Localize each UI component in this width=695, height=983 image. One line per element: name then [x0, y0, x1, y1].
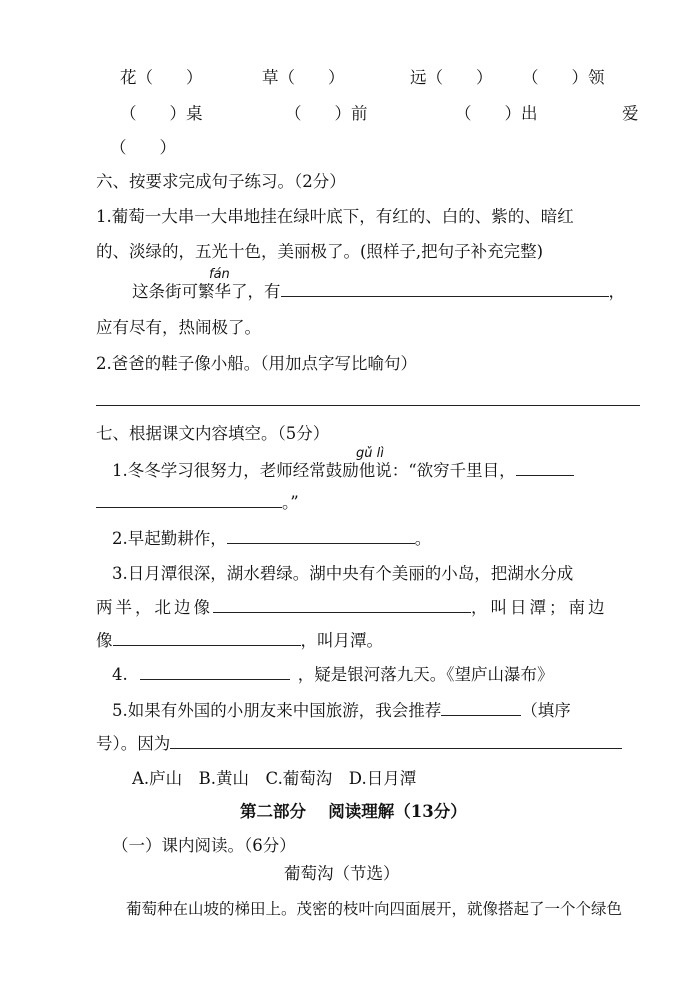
s7-q3-post2: ，叫月潭。 — [300, 631, 383, 650]
s7-q1-blank-b[interactable] — [96, 493, 282, 508]
s7-q2-post: 。 — [414, 529, 432, 548]
s6-q2-answer-line[interactable] — [96, 405, 640, 406]
word-blank-8-char: 爱 — [622, 104, 639, 123]
s6-q1-line2: 的、淡绿的，五光十色，美丽极了。(照样子,把句子补充完整) — [96, 242, 544, 261]
word-blank-6[interactable]: （ ）前 — [285, 104, 368, 123]
s7-q3-post: ，叫日潭；南边 — [471, 598, 608, 617]
s6-q1-line1: 1.葡萄一大串一大串地挂在绿叶底下，有红的、白的、紫的、暗红 — [96, 207, 574, 226]
s7-q3-line3 — [96, 631, 383, 651]
s7-q3-line2 — [96, 598, 608, 618]
word-blank-5[interactable]: （ ）桌 — [120, 104, 203, 123]
word-blank-3[interactable]: 远（ ） — [410, 68, 493, 87]
s7-q4-pre: 4. — [112, 665, 128, 684]
word-blank-7[interactable]: （ ）出 — [455, 104, 538, 123]
s6-q2: 2.爸爸的鞋子像小船。（用加点字写比喻句） — [96, 354, 417, 373]
s7-q2-pre: 2.早起勤耕作， — [112, 529, 227, 548]
part-2-subsection: （一）课内阅读。（6分） — [112, 836, 296, 855]
s7-q1-text: 1.冬冬学习很努力，老师经常鼓励他说：“欲穷千里目， — [112, 461, 516, 480]
passage-line-1: 葡萄种在山坡的梯田上。茂密的枝叶向四面展开，就像搭起了一个个绿色 — [126, 900, 623, 918]
passage-title: 葡萄沟（节选） — [284, 864, 400, 883]
s7-q5-options: A.庐山 B.黄山 C.葡萄沟 D.日月潭 — [132, 769, 417, 788]
s7-q3-blank-a[interactable] — [213, 598, 471, 613]
s7-q1-blank-a[interactable] — [516, 461, 574, 476]
s7-q3-pre: 两半，北边像 — [96, 598, 213, 617]
section-6-heading: 六、按要求完成句子练习。（2分） — [96, 172, 346, 191]
s7-q2-line — [112, 529, 431, 549]
part-2-title: 第二部分 阅读理解（13分） — [240, 802, 467, 821]
s6-q1-prefix: 这条街可繁华了，有 — [132, 282, 281, 301]
s6-q1-line4: 应有尽有，热闹极了。 — [96, 318, 261, 337]
s7-q3-blank-b[interactable] — [113, 631, 301, 646]
s7-q5-post: （填序 — [521, 701, 571, 720]
s7-q5-blank-b[interactable] — [170, 734, 622, 749]
s6-q1-line3 — [132, 282, 625, 302]
s7-q5-line1 — [112, 701, 571, 721]
s7-q5-blank-a[interactable] — [441, 701, 521, 716]
section-7-heading: 七、根据课文内容填空。（5分） — [96, 424, 330, 443]
s7-q1-end: 。” — [282, 493, 299, 512]
s7-q1-line2 — [96, 493, 299, 513]
word-blank-1[interactable]: 花（ ） — [120, 68, 203, 87]
s6-q1-answer-blank[interactable] — [281, 282, 609, 297]
s7-q5-line2 — [96, 734, 622, 754]
s7-q1-line1 — [112, 461, 574, 481]
word-blank-2[interactable]: 草（ ） — [262, 68, 345, 87]
s7-q5-pre: 5.如果有外国的小朋友来中国旅游，我会推荐 — [112, 701, 442, 720]
s7-q3-line1: 3.日月潭很深，湖水碧绿。湖中央有个美丽的小岛，把湖水分成 — [112, 564, 574, 583]
s7-q1-pinyin: gǔ lì — [356, 446, 384, 461]
s7-q4-post: ，疑是银河落九天。《望庐山瀑布》 — [297, 665, 554, 684]
s7-q3-pre2: 像 — [96, 631, 113, 650]
s7-q5-line2-text: 号）。因为 — [96, 734, 171, 753]
s7-q4-blank[interactable] — [140, 665, 290, 680]
s7-q2-blank[interactable] — [227, 529, 415, 544]
s6-q1-suffix: ， — [608, 282, 625, 301]
word-blank-8[interactable]: （ ） — [110, 138, 176, 157]
word-blank-4[interactable]: （ ）领 — [522, 68, 605, 87]
s6-q1-pinyin: fán — [209, 267, 230, 282]
s7-q4-line — [112, 665, 554, 685]
